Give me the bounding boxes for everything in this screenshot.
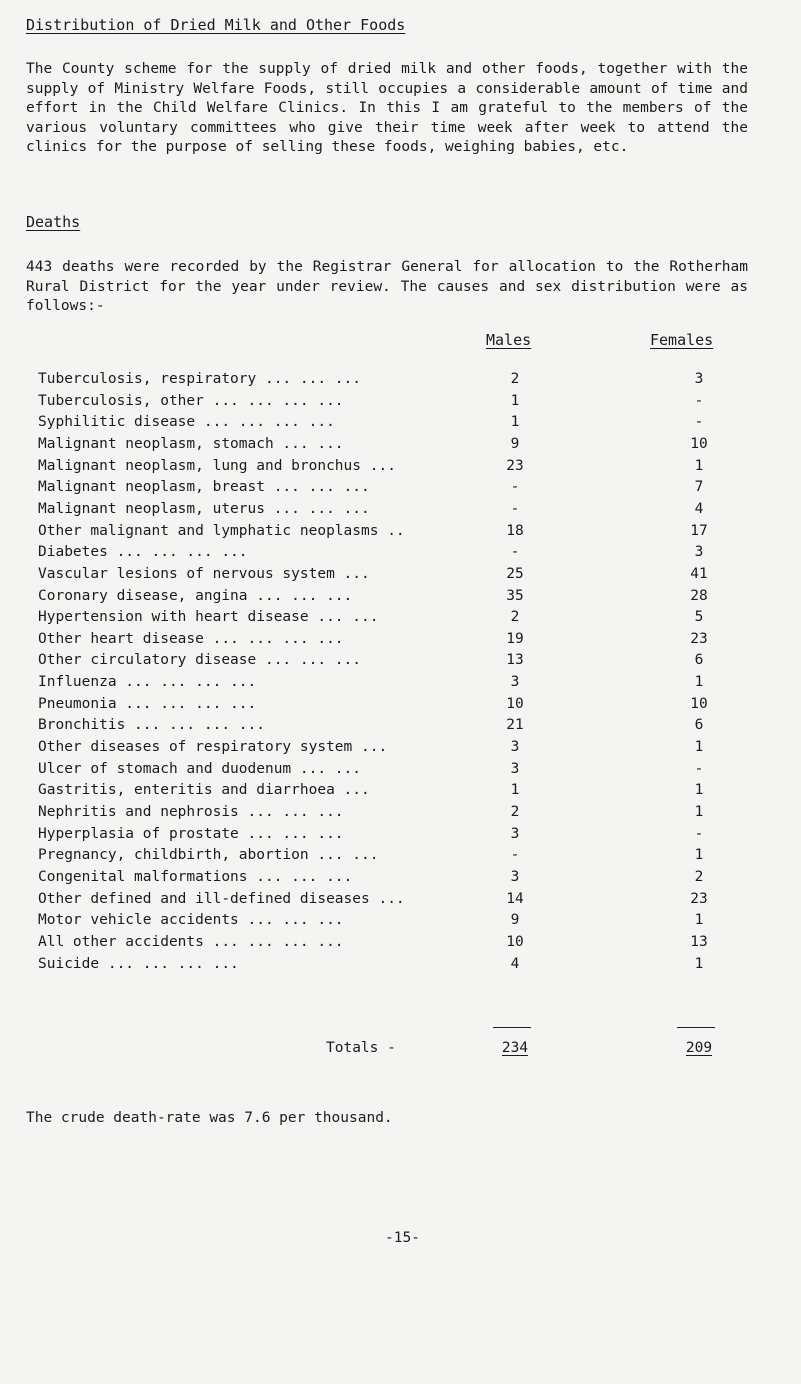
table-row <box>38 479 738 499</box>
males-count: - <box>510 500 520 517</box>
females-count: 1 <box>694 847 704 864</box>
table-row <box>38 544 738 564</box>
cause-label: Diabetes ... ... ... ... <box>38 544 248 561</box>
cause-label: All other accidents ... ... ... ... <box>38 933 344 950</box>
cause-label: Malignant neoplasm, uterus ... ... ... <box>38 500 370 517</box>
cause-label: Malignant neoplasm, stomach ... ... <box>38 435 344 452</box>
females-count: 1 <box>694 674 704 691</box>
cause-label: Other heart disease ... ... ... ... <box>38 630 344 647</box>
table-row <box>38 588 738 608</box>
females-count: 5 <box>694 609 704 626</box>
females-count: 4 <box>694 500 704 517</box>
table-row <box>38 869 738 889</box>
males-count: 10 <box>506 933 524 950</box>
page-number: -15- <box>385 1230 420 1246</box>
cause-label: Hyperplasia of prostate ... ... ... <box>38 825 344 842</box>
males-count: 4 <box>510 955 520 972</box>
cause-label: Ulcer of stomach and duodenum ... ... <box>38 760 362 777</box>
males-count: 3 <box>510 760 520 777</box>
cause-label: Tuberculosis, respiratory ... ... ... <box>38 371 362 387</box>
table-row <box>38 674 738 694</box>
cause-label: Malignant neoplasm, breast ... ... ... <box>38 479 370 496</box>
females-count: 23 <box>690 630 708 647</box>
table-row <box>38 652 738 672</box>
females-count: 3 <box>694 544 704 561</box>
females-count: 41 <box>690 565 708 582</box>
cause-label: Vascular lesions of nervous system ... <box>38 565 370 582</box>
table-row <box>38 847 738 867</box>
cause-label: Hypertension with heart disease ... ... <box>38 609 379 626</box>
males-count: 1 <box>510 414 520 431</box>
heading-deaths: Deaths <box>26 213 81 231</box>
females-count: 28 <box>690 587 708 604</box>
table-row <box>38 436 738 456</box>
total-females: 209 <box>685 1040 713 1056</box>
females-count: - <box>694 414 704 431</box>
males-count: 1 <box>510 782 520 799</box>
males-count: 23 <box>506 457 524 474</box>
males-count: 2 <box>510 804 520 820</box>
females-count: - <box>694 825 704 842</box>
cause-label: Other diseases of respiratory system ... <box>38 739 388 756</box>
males-count: 21 <box>506 717 524 734</box>
deaths-paragraph: 443 deaths were recorded by the Registrar General for allocation to the Rotherham Rural District for the year under review. The causes and sex distribution were as follows:- <box>26 259 748 314</box>
table-row <box>38 523 738 543</box>
males-count: 3 <box>510 868 520 885</box>
cause-label: Influenza ... ... ... ... <box>38 674 257 691</box>
table-row <box>38 609 738 629</box>
table-row <box>38 717 738 737</box>
males-count: - <box>510 479 520 496</box>
cause-label: Tuberculosis, other ... ... ... ... <box>38 392 344 409</box>
column-header-males: Males <box>486 331 532 349</box>
males-count: 3 <box>510 739 520 756</box>
cause-label: Other circulatory disease ... ... ... <box>38 652 362 669</box>
females-count: 1 <box>694 739 704 756</box>
females-count: - <box>694 392 704 409</box>
females-count: 7 <box>694 479 704 496</box>
females-count: 1 <box>694 955 704 972</box>
males-count: 3 <box>510 825 520 842</box>
males-count: 25 <box>506 565 524 582</box>
females-count: 1 <box>694 782 704 799</box>
males-count: 14 <box>506 890 524 907</box>
males-count: 13 <box>506 652 524 669</box>
cause-label: Gastritis, enteritis and diarrhoea ... <box>38 782 370 799</box>
cause-label: Motor vehicle accidents ... ... ... <box>38 912 344 929</box>
males-count: - <box>510 544 520 561</box>
cause-label: Pregnancy, childbirth, abortion ... ... <box>38 847 379 864</box>
table-row <box>38 782 738 802</box>
table-row <box>38 501 738 521</box>
table-row <box>38 739 738 759</box>
cause-label: Pneumonia ... ... ... ... <box>38 695 257 712</box>
total-males: 234 <box>501 1040 529 1056</box>
table-row <box>38 631 738 651</box>
table-row <box>38 371 738 391</box>
females-count: 6 <box>694 652 704 669</box>
cause-label: Malignant neoplasm, lung and bronchus ... <box>38 457 396 474</box>
heading-distribution: Distribution of Dried Milk and Other Foods <box>26 16 406 34</box>
females-count: 6 <box>694 717 704 734</box>
males-count: 35 <box>506 587 524 604</box>
males-count: 3 <box>510 674 520 691</box>
cause-label: Syphilitic disease ... ... ... ... <box>38 414 335 431</box>
females-count: 3 <box>694 371 704 387</box>
table-row <box>38 934 738 954</box>
males-count: 10 <box>506 695 524 712</box>
females-count: 1 <box>694 912 704 929</box>
males-count: 9 <box>510 912 520 929</box>
table-row <box>38 393 738 413</box>
cause-label: Suicide ... ... ... ... <box>38 955 239 972</box>
cause-label: Coronary disease, angina ... ... ... <box>38 587 353 604</box>
females-total-rule <box>677 1027 715 1028</box>
table-row <box>38 826 738 846</box>
females-count: 1 <box>694 457 704 474</box>
females-count: 1 <box>694 804 704 820</box>
table-row <box>38 414 738 434</box>
males-count: 19 <box>506 630 524 647</box>
table-row <box>38 761 738 781</box>
crude-death-rate: The crude death-rate was 7.6 per thousand. <box>26 1110 393 1126</box>
males-count: 18 <box>506 522 524 539</box>
males-count: 2 <box>510 609 520 626</box>
intro-paragraph: The County scheme for the supply of dried milk and other foods, together with the supply of Ministry Welfare Foods, still occupies a considerable amount of time and effort in the Child Welfare Clinics. In this I am grateful to the members of the various voluntary committees who give their time week after week to attend the clinics for the purpose of selling these foods, weighing babies, etc. <box>26 61 748 155</box>
males-count: - <box>510 847 520 864</box>
males-total-rule <box>493 1027 531 1028</box>
table-row <box>38 696 738 716</box>
column-header-females: Females <box>650 331 714 349</box>
table-row <box>38 912 738 932</box>
females-count: 2 <box>694 868 704 885</box>
males-count: 1 <box>510 392 520 409</box>
table-row <box>38 956 738 976</box>
cause-label: Other defined and ill-defined diseases ... <box>38 890 405 907</box>
females-count: 10 <box>690 695 708 712</box>
cause-label: Bronchitis ... ... ... ... <box>38 717 265 734</box>
males-count: 9 <box>510 435 520 452</box>
females-count: 10 <box>690 435 708 452</box>
females-count: 23 <box>690 890 708 907</box>
females-count: - <box>694 760 704 777</box>
cause-label: Congenital malformations ... ... ... <box>38 868 353 885</box>
females-count: 13 <box>690 933 708 950</box>
table-row <box>38 804 738 824</box>
cause-label: Other malignant and lymphatic neoplasms .. <box>38 522 405 539</box>
cause-label: Nephritis and nephrosis ... ... ... <box>38 804 344 820</box>
table-row <box>38 566 738 586</box>
table-row <box>38 458 738 478</box>
totals-label: Totals - <box>326 1040 396 1056</box>
males-count: 2 <box>510 371 520 387</box>
females-count: 17 <box>690 522 708 539</box>
table-row <box>38 891 738 911</box>
